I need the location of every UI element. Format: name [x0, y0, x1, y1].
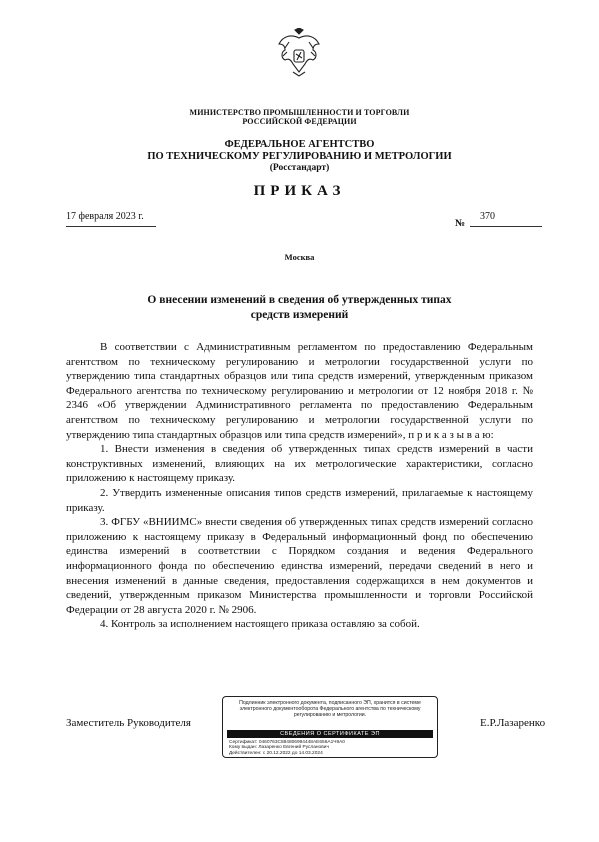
order-item-1: 1. Внести изменения в сведения об утвержденных типах средств измерений в части конструктивных изменений, влияющих на их метрологические характеристики, согласно приложению к настоящему приказу. [66, 443, 533, 485]
document-body [66, 340, 533, 632]
stamp-validity: Действителен: с 20.12.2022 до 14.03.2024 [229, 750, 323, 756]
order-item-3: 3. ФГБУ «ВНИИМС» внести сведения об утвержденных типах средств измерений согласно приложению к настоящему приказу в Федеральный информационный фонд по обеспечению единства измерений в соответствии с Порядком создания и ведения Федерального информационного фонда по обеспечению единства измерений, передачи сведений в него и внесения изменений в данные сведения, предоставления содержащихся в нем документов и сведений, утвержденным приказом Министерства промышленности и торговли Российской Федерации от 28 августа 2020 г. № 2906. [66, 516, 533, 616]
signer-name: Е.Р.Лазаренко [480, 717, 546, 729]
electronic-signature-stamp [222, 696, 438, 758]
ministry-name-line1: МИНИСТЕРСТВО ПРОМЫШЛЕННОСТИ И ТОРГОВЛИ [189, 108, 410, 117]
stamp-details [229, 740, 433, 756]
city: Москва [284, 252, 315, 262]
stamp-owner: Кому выдан: Лазаренко Евгений Русланович [229, 745, 329, 751]
agency-short-name: (Росстандарт) [269, 163, 330, 173]
document-date: 17 февраля 2023 г. [66, 211, 144, 222]
agency-name-line2: ПО ТЕХНИЧЕСКОМУ РЕГУЛИРОВАНИЮ И МЕТРОЛОГИИ [147, 151, 452, 162]
document-subject [0, 293, 599, 323]
document-number: 370 [480, 211, 495, 222]
number-label: № [455, 218, 466, 229]
subject-line1: О внесении изменений в сведения об утвержденных типах [147, 294, 452, 306]
signer-position: Заместитель Руководителя [66, 717, 191, 729]
ministry-name-line2: РОССИЙСКОЙ ФЕДЕРАЦИИ [242, 117, 357, 126]
stamp-title: СВЕДЕНИЯ О СЕРТИФИКАТЕ ЭП [227, 730, 433, 738]
coat-of-arms-icon [277, 28, 321, 78]
number-underline [470, 226, 542, 227]
agency-name-line1: ФЕДЕРАЛЬНОЕ АГЕНТСТВО [224, 139, 375, 150]
order-item-4: 4. Контроль за исполнением настоящего приказа оставляю за собой. [100, 618, 420, 631]
stamp-notice: Подлинник электронного документа, подписанного ЭП, хранится в системе электронного документооборота Федерального агентства по техническому регулированию и метрологии. [239, 700, 421, 718]
stamp-certificate: Сертификат: 0460763С884806994448АЕ656А1Ч9А0 [229, 740, 345, 745]
date-underline [66, 226, 156, 227]
subject-line2: средств измерений [250, 309, 349, 321]
preamble-paragraph: В соответствии с Административным регламентом по предоставлению Федеральным агентством по техническому регулированию и метрологии государственной услуги по утверждению типа стандартных образцов или типа средств измерений, утвержденным приказом Федерального агентства по техническому регулированию и метрологии от 12 ноября 2018 г. № 2346 «Об утверждении Административного регламента по предоставлению Федеральным агентством по техническому регулированию и метрологии государственной услуги по утверждению типа стандартных образцов или типа средств измерений», п р и к а з ы в а ю: [66, 341, 533, 441]
document-type-title: ПРИКАЗ [253, 183, 346, 199]
order-item-2: 2. Утвердить измененные описания типов средств измерений, прилагаемые к настоящему приказу. [66, 486, 533, 514]
